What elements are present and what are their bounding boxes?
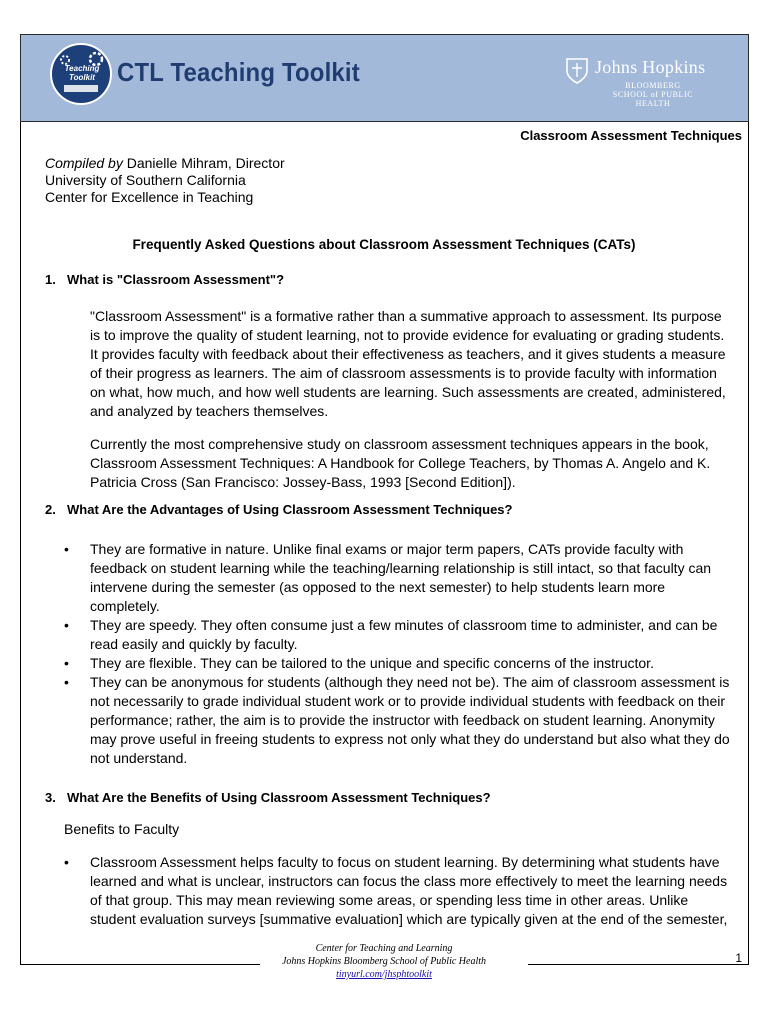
footer bbox=[0, 942, 768, 981]
section-1-paragraph-2: Currently the most comprehensive study on classroom assessment techniques appears in the book, Classroom Assessment Techniques: A Handbook for College Teachers, by Thomas A. Angelo and K. Patricia Cross (San Francisco: Jossey-Bass, 1993 [Second Edition]). bbox=[90, 436, 711, 490]
list-item: • They are speedy. They often consume just a few minutes of classroom time to administer, and can be read easily and quickly by faculty. bbox=[64, 616, 730, 654]
faq-heading: Frequently Asked Questions about Classroom Assessment Techniques (CATs) bbox=[132, 237, 636, 252]
page-number: 1 bbox=[735, 951, 742, 965]
shield-icon bbox=[566, 57, 588, 85]
toolkit-title: CTL Teaching Toolkit bbox=[117, 57, 360, 87]
section-2-heading bbox=[45, 502, 512, 517]
section-title: What is "Classroom Assessment"? bbox=[67, 272, 285, 287]
list-item: • They are flexible. They can be tailored to the unique and specific concerns of the instructor. bbox=[64, 654, 730, 673]
section-1-heading bbox=[45, 272, 284, 287]
teaching-toolkit-logo bbox=[50, 43, 112, 105]
section-title: What Are the Benefits of Using Classroom Assessment Techniques? bbox=[67, 790, 491, 805]
affiliation-center: Center for Excellence in Teaching bbox=[45, 189, 254, 205]
footer-line-1: Center for Teaching and Learning bbox=[315, 943, 453, 954]
section-number: 3. bbox=[45, 790, 56, 805]
list-item: • They are formative in nature. Unlike final exams or major term papers, CATs provide faculty with feedback on student learning while the teaching/learning relationship is still intact, so that faculty can intervene during the semester (as opposed to the next semester) to help students learn more completely. bbox=[64, 540, 730, 616]
section-1-paragraph-1: "Classroom Assessment" is a formative rather than a summative approach to assessment. Its purpose is to improve the quality of student learning, not to provide evidence for evaluating or grading students. It provides faculty with feedback about their effectiveness as teachers, and it gives students a measure of their progress as learners. The aim of classroom assessments is to provide faculty with information on what, how much, and how well students are learning. Such assessments are created, administered, and analyzed by teachers themselves. bbox=[90, 308, 726, 419]
document-title: Classroom Assessment Techniques bbox=[520, 128, 742, 143]
compiled-by-name: Danielle Mihram, Director bbox=[126, 155, 285, 171]
section-3-heading bbox=[45, 790, 491, 805]
institution-name: Johns Hopkins bbox=[595, 57, 706, 77]
advantages-list bbox=[64, 540, 730, 768]
compiled-by-label: Compiled by bbox=[45, 155, 123, 171]
section-number: 1. bbox=[45, 272, 56, 287]
section-title: What Are the Advantages of Using Classroom Assessment Techniques? bbox=[67, 502, 513, 517]
logo-text: Teaching Toolkit bbox=[64, 64, 100, 82]
header-banner bbox=[20, 34, 749, 122]
toolkit-link[interactable]: tinyurl.com/jhsphtoolkit bbox=[336, 969, 432, 980]
section-number: 2. bbox=[45, 502, 56, 517]
list-item: • They can be anonymous for students (although they need not be). The aim of classroom assessment is not necessarily to grade individual student work or to provide individual students with feedback on their performance; rather, the aim is to provide the instructor with feedback on student learning. Anonymity may prove useful in freeing students to express not only what they do understand but also what they do not understand. bbox=[64, 673, 730, 768]
compiled-by-block bbox=[45, 155, 285, 206]
affiliation-university: University of Southern California bbox=[45, 172, 246, 188]
benefits-list bbox=[64, 853, 730, 929]
benefits-subheading: Benefits to Faculty bbox=[64, 821, 180, 837]
list-item: • Classroom Assessment helps faculty to focus on student learning. By determining what students have learned and what is unclear, instructors can focus the class more effectively to meet the learning needs of that group. This may mean reviewing some areas, or spending less time in other areas. Unlike student evaluation surveys [summative evaluation] which are typically given at the end of the semester, bbox=[64, 853, 730, 929]
institution-school: BLOOMBERG SCHOOL of PUBLIC HEALTH bbox=[612, 81, 694, 108]
footer-line-2: Johns Hopkins Bloomberg School of Public Health bbox=[281, 956, 487, 967]
